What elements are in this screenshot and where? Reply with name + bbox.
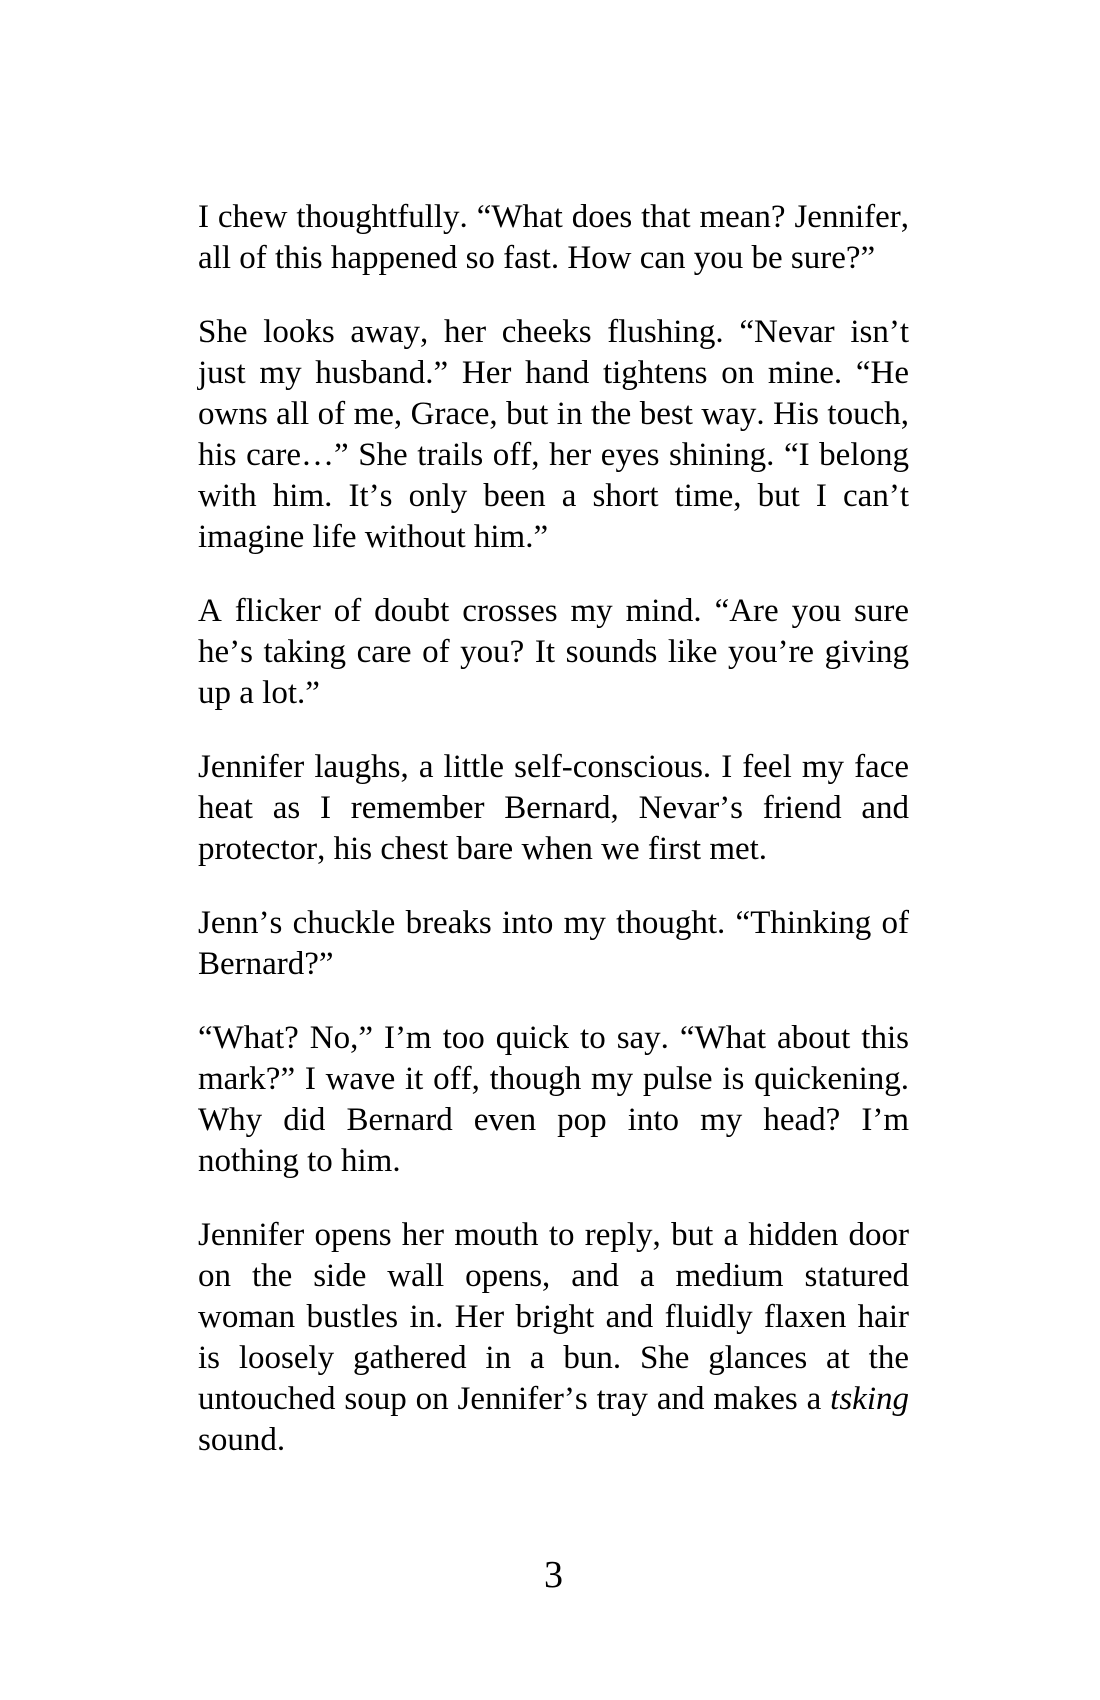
paragraph-1: I chew thoughtfully. “What does that mean? Jennifer, all of this happened so fast. How can you be sure?”	[198, 199, 909, 276]
paragraph-5: Jenn’s chuckle breaks into my thought. “Thinking of Bernard?”	[198, 905, 909, 982]
italic-word-tsking: tsking	[830, 1381, 909, 1417]
page-number: 3	[544, 1554, 563, 1596]
paragraph-6: “What? No,” I’m too quick to say. “What about this mark?” I wave it off, though my pulse is quickening. Why did Bernard even pop into my head? I’m nothing to him.	[198, 1020, 909, 1179]
paragraph-7	[198, 1215, 909, 1461]
paragraph-2: She looks away, her cheeks flushing. “Nevar isn’t just my husband.” Her hand tightens on mine. “He owns all of me, Grace, but in the best way. His touch, his care…” She trails off, her eyes shining. “I belong with him. It’s only been a short time, but I can’t imagine life without him.”	[198, 314, 909, 555]
text-segment: Jennifer opens her mouth to reply, but a hidden door on the side wall opens, and a medium statured woman bustles in. Her bright and fluidly flaxen hair is loosely gathered in a bun. She glances at the untouched soup on Jennifer’s tray and makes a	[198, 1217, 909, 1417]
text-segment: sound.	[198, 1422, 286, 1458]
paragraph-3: A flicker of doubt crosses my mind. “Are you sure he’s taking care of you? It sounds like you’re giving up a lot.”	[198, 593, 909, 711]
body-text	[198, 197, 909, 1461]
paragraph-4: Jennifer laughs, a little self-conscious. I feel my face heat as I remember Bernard, Nevar’s friend and protector, his chest bare when we first met.	[198, 749, 909, 867]
